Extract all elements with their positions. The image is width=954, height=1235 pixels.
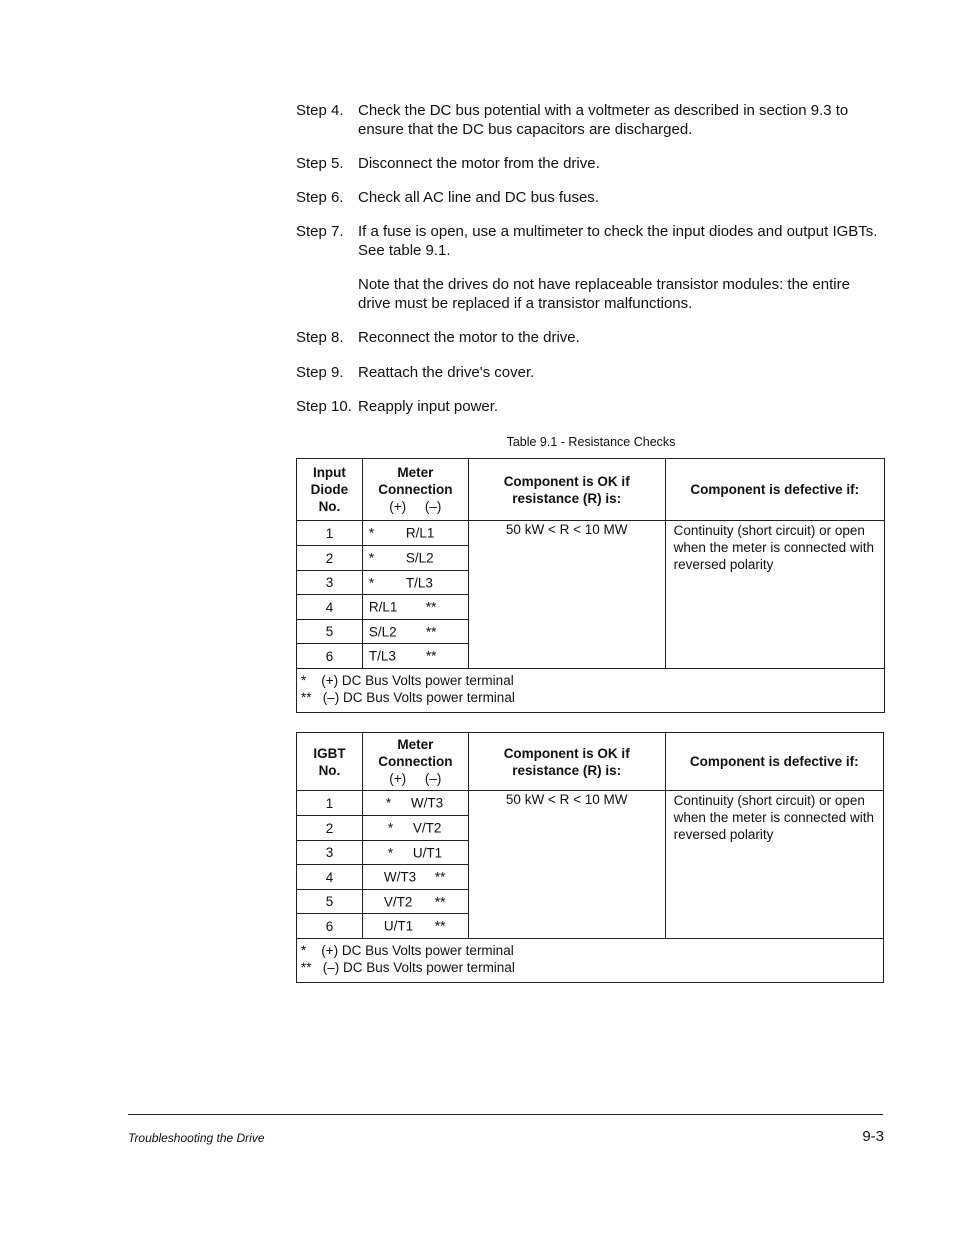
footnote-negative: ** (–) DC Bus Volts power terminal [301,960,515,975]
positive-lead: U/T1 [383,918,414,934]
igbt-number: 2 [297,816,363,841]
footnote-row [297,939,884,983]
step-label: Step 7. [296,223,344,240]
step-label: Step 6. [296,189,344,206]
col-meter-connection: Meter Connection (+) (–) [362,733,468,791]
diode-number: 6 [297,644,363,669]
footnote-positive: * (+) DC Bus Volts power terminal [301,673,514,688]
igbt-number: 3 [297,841,363,865]
polarity-subheader: (+) (–) [389,499,442,514]
step-label: Step 9. [296,364,344,381]
igbt-number: 4 [297,865,363,890]
positive-lead: R/L1 [368,599,398,615]
col-igbt-no: IGBT No. [297,733,363,791]
step-text: Disconnect the motor from the drive. [358,155,600,172]
footnote-negative: ** (–) DC Bus Volts power terminal [301,690,515,705]
positive-lead: W/T3 [383,869,417,885]
ok-resistance-value: 50 kW < R < 10 MW [468,521,665,669]
step-text: If a fuse is open, use a multimeter to check the input diodes and output IGBTs. See table 9.1. [358,223,878,259]
meter-connection-cell [362,595,468,620]
diode-resistance-table [296,458,885,713]
transistor-note: Note that the drives do not have replaceable transistor modules: the entire drive must be replaced if a transistor malfunctions. [358,276,850,312]
meter-connection-cell [362,816,468,841]
meter-connection-cell [362,865,468,890]
negative-lead: ** [434,918,446,934]
positive-lead: * [387,845,394,860]
col-ok-condition: Component is OK if resistance (R) is: [468,733,665,791]
positive-lead: * [385,795,392,811]
meter-connection-cell [362,521,468,546]
footer-rule [128,1114,883,1115]
negative-lead: ** [425,624,437,639]
igbt-number: 1 [297,791,363,816]
negative-lead: T/L3 [405,575,433,590]
positive-lead: * [387,820,394,836]
positive-lead: * [368,550,375,566]
ok-resistance-value: 50 kW < R < 10 MW [468,791,665,939]
table-caption: Table 9.1 - Resistance Checks [506,435,676,449]
meter-connection-cell [362,791,468,816]
page-number: 9-3 [862,1128,884,1145]
igbt-resistance-table [296,732,884,983]
step-text: Reconnect the motor to the drive. [358,329,580,346]
step-text: Reapply input power. [358,398,499,415]
meter-connection-cell [362,546,468,571]
table-row [297,791,884,816]
col-input-diode-no: Input Diode No. [297,459,363,521]
footnotes [297,669,885,713]
negative-lead: U/T1 [412,845,443,860]
diode-number: 1 [297,521,363,546]
table-row [297,521,885,546]
step-text: Reattach the drive's cover. [358,364,535,381]
col-defective-condition: Component is defective if: [665,459,884,521]
negative-lead: R/L1 [405,525,435,541]
col-ok-condition: Component is OK if resistance (R) is: [468,459,665,521]
negative-lead: ** [434,894,446,909]
polarity-subheader: (+) (–) [389,771,442,786]
step-text: Check the DC bus potential with a voltmeter as described in section 9.3 to ensure that the DC bus capacitors are discharged. [358,102,849,138]
meter-connection-cell [362,644,468,669]
meter-connection-cell [362,841,468,865]
meter-connection-cell [362,914,468,939]
defective-description: Continuity (short circuit) or open when the meter is connected with reversed polarity [665,521,884,669]
step-label: Step 4. [296,102,344,119]
footnote-positive: * (+) DC Bus Volts power terminal [301,943,514,958]
table-header-row [297,733,884,791]
col-meter-connection: Meter Connection (+) (–) [362,459,468,521]
positive-lead: * [368,525,375,541]
footnotes [297,939,884,983]
positive-lead: * [368,575,375,590]
step-label: Step 5. [296,155,344,172]
footnote-row [297,669,885,713]
meter-connection-cell [362,571,468,595]
step-label: Step 8. [296,329,344,346]
diode-number: 3 [297,571,363,595]
positive-lead: V/T2 [383,894,413,909]
diode-number: 2 [297,546,363,571]
step-label: Step 10. [296,398,352,415]
negative-lead: W/T3 [410,795,444,811]
footer-section-title: Troubleshooting the Drive [128,1131,265,1145]
negative-lead: ** [425,648,437,664]
diode-number: 4 [297,595,363,620]
meter-connection-cell [362,890,468,914]
diode-number: 5 [297,620,363,644]
table-header-row [297,459,885,521]
igbt-number: 6 [297,914,363,939]
defective-description: Continuity (short circuit) or open when the meter is connected with reversed polarity [665,791,883,939]
negative-lead: ** [425,599,437,615]
positive-lead: T/L3 [368,648,396,664]
step-text: Check all AC line and DC bus fuses. [358,189,599,206]
negative-lead: V/T2 [412,820,442,836]
negative-lead: ** [434,869,446,885]
positive-lead: S/L2 [368,624,397,639]
col-defective-condition: Component is defective if: [665,733,883,791]
meter-connection-cell [362,620,468,644]
negative-lead: S/L2 [405,550,434,566]
igbt-number: 5 [297,890,363,914]
